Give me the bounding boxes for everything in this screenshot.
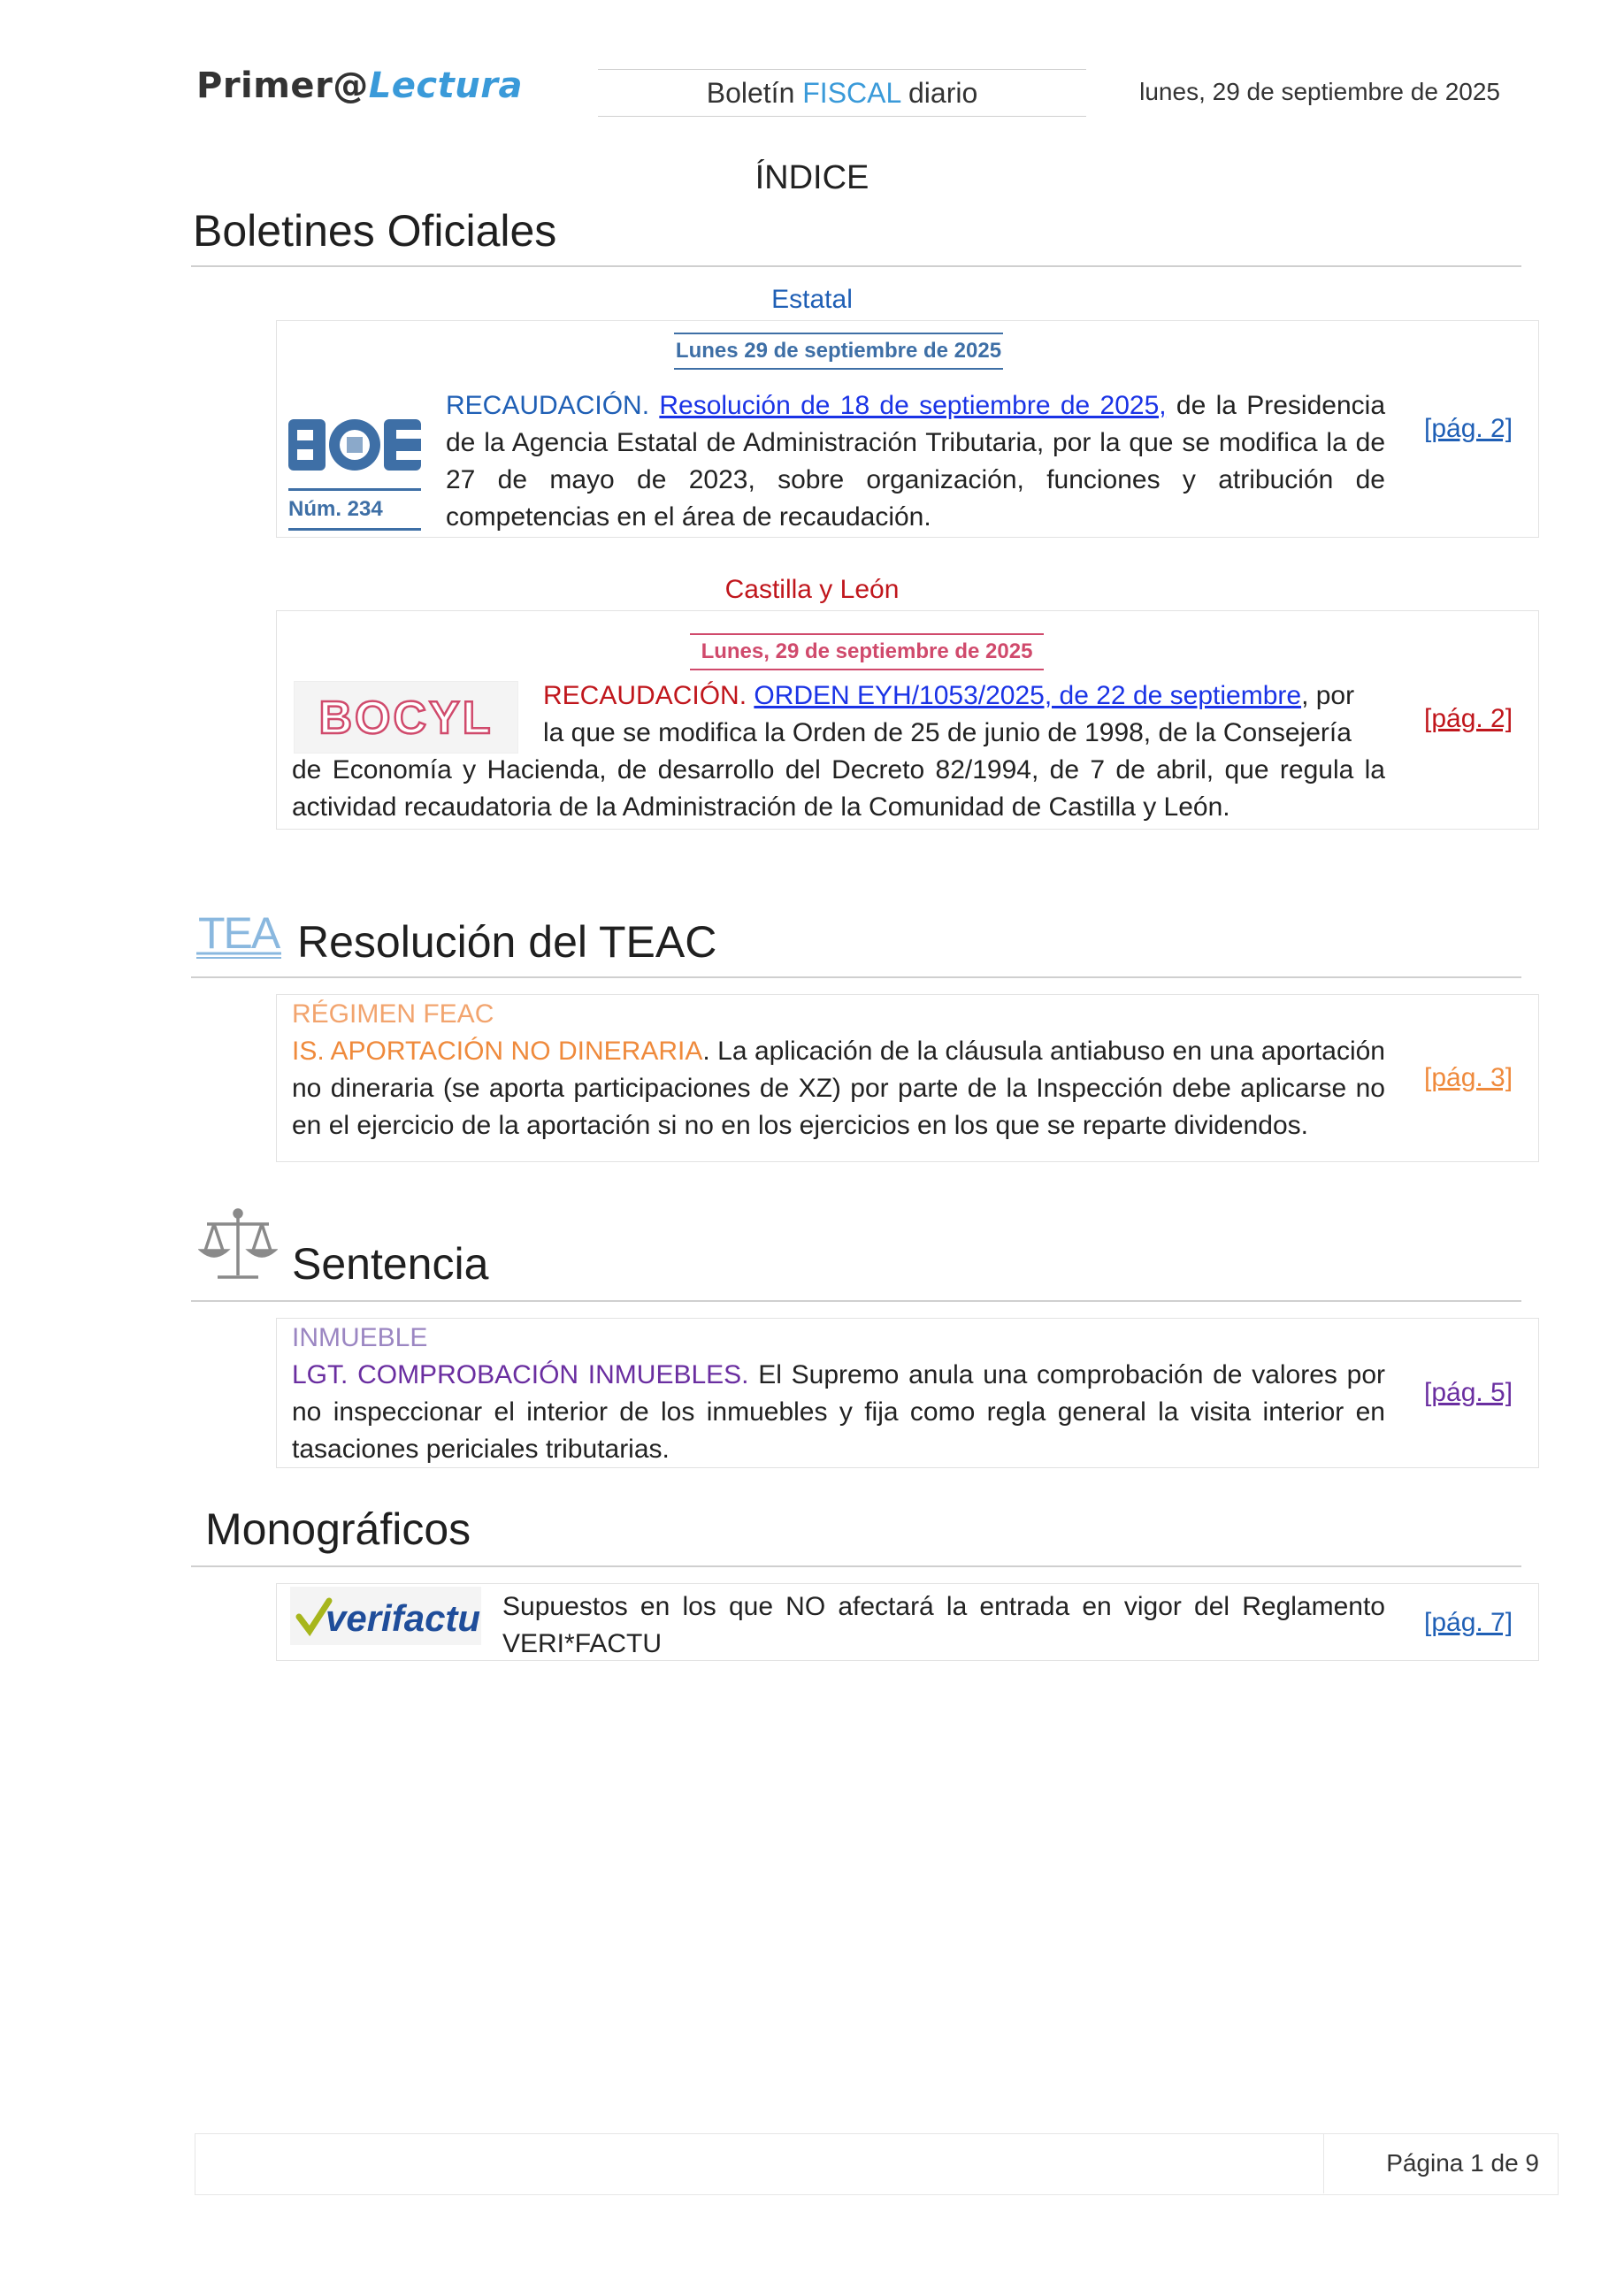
verifactu-logo-icon <box>290 1587 481 1645</box>
subheading-estatal: Estatal <box>771 285 853 314</box>
teac-entry-category: IS. APORTACIÓN NO DINERARIA <box>292 1037 703 1066</box>
boe-page-link[interactable]: [pág. 2] <box>1424 414 1513 443</box>
section-rule <box>191 1565 1521 1567</box>
header-date: lunes, 29 de septiembre de 2025 <box>1139 78 1500 105</box>
svg-text:TEA: TEA <box>198 908 280 958</box>
tea-logo-icon <box>196 907 283 960</box>
index-title: ÍNDICE <box>755 159 869 196</box>
section-title-sentencia: Sentencia <box>292 1239 489 1289</box>
teac-entry-text: IS. APORTACIÓN NO DINERARIA. La aplicación de la cláusula antiabuso en una aportación no dineraria (se aporta participaciones de XZ) por parte de la Inspección debe aplicarse no en el ejercicio de la aportación si no en los ejercicios en los que se reparte dividendos. <box>292 1037 1385 1140</box>
bocyl-logo <box>294 681 518 754</box>
svg-text:verifactu: verifactu <box>326 1597 481 1639</box>
subheading-castilla-leon: Castilla y León <box>724 575 900 604</box>
bocyl-entry-text-rest: de Economía y Hacienda, de desarrollo del Decreto 82/1994, de 7 de abril, que regula la actividad recaudatoria de la Administración de la Comunidad de Castilla y León. <box>292 755 1385 822</box>
section-rule <box>191 1300 1521 1302</box>
scales-of-justice-icon <box>198 1206 278 1286</box>
verifactu-logo <box>290 1587 481 1645</box>
page-number: Página 1 de 9 <box>1386 2149 1539 2177</box>
svg-text:BOCYL: BOCYL <box>318 693 494 744</box>
verifactu-page-link[interactable]: [pág. 7] <box>1424 1608 1513 1637</box>
bocyl-entry-text-line1: RECAUDACIÓN. ORDEN EYH/1053/2025, de 22 de septiembre, por <box>543 681 1355 710</box>
teac-tag: RÉGIMEN FEAC <box>292 999 494 1029</box>
sentencia-tag: INMUEBLE <box>292 1323 428 1352</box>
section-title-monograficos: Monográficos <box>205 1504 471 1554</box>
sentencia-page-link[interactable]: [pág. 5] <box>1424 1378 1513 1407</box>
section-rule <box>191 265 1521 267</box>
bocyl-entry-link[interactable]: ORDEN EYH/1053/2025, de 22 de septiembre <box>754 681 1302 710</box>
verifactu-entry-text: Supuestos en los que NO afectará la entrada en vigor del Reglamento VERI*FACTU <box>502 1592 1385 1658</box>
bocyl-entry-category: RECAUDACIÓN. <box>543 681 755 710</box>
bocyl-logo-icon <box>295 682 517 753</box>
boe-entry-text: RECAUDACIÓN. Resolución de 18 de septiembre de 2025, de la Presidencia de la Agencia Estatal de Administración Tributaria, por la que se modifica la de 27 de mayo de 2023, sobre organización, funciones y atribución de competencias en el área de recaudación. <box>446 391 1385 532</box>
brand-logo: Primer@Lectura <box>196 65 523 106</box>
teac-page-link[interactable]: [pág. 3] <box>1424 1063 1513 1092</box>
boe-entry-link[interactable]: Resolución de 18 de septiembre de 2025, <box>659 391 1167 420</box>
boe-logo-icon <box>288 412 421 483</box>
section-title-boletines: Boletines Oficiales <box>193 206 557 256</box>
section-title-teac: Resolución del TEAC <box>297 917 717 967</box>
section-rule <box>191 976 1521 978</box>
boe-date-banner: Lunes 29 de septiembre de 2025 <box>674 333 1003 370</box>
bocyl-entry-text-line2: la que se modifica la Orden de 25 de junio de 1998, de la Consejería <box>543 718 1352 747</box>
bocyl-page-link[interactable]: [pág. 2] <box>1424 704 1513 733</box>
boe-entry-category: RECAUDACIÓN. <box>446 391 660 420</box>
sentencia-entry-text: LGT. COMPROBACIÓN INMUEBLES. El Supremo anula una comprobación de valores por no inspeccionar el interior de los inmuebles y fija como regla general la visita interior en tasaciones periciales tributarias. <box>292 1360 1385 1464</box>
bocyl-date-banner: Lunes, 29 de septiembre de 2025 <box>690 633 1044 670</box>
bulletin-title: Boletín FISCAL diario <box>598 69 1086 117</box>
footer-separator <box>1323 2133 1324 2193</box>
boe-issue-number: Núm. 234 <box>288 488 421 531</box>
sentencia-entry-category: LGT. COMPROBACIÓN INMUEBLES. <box>292 1360 749 1389</box>
